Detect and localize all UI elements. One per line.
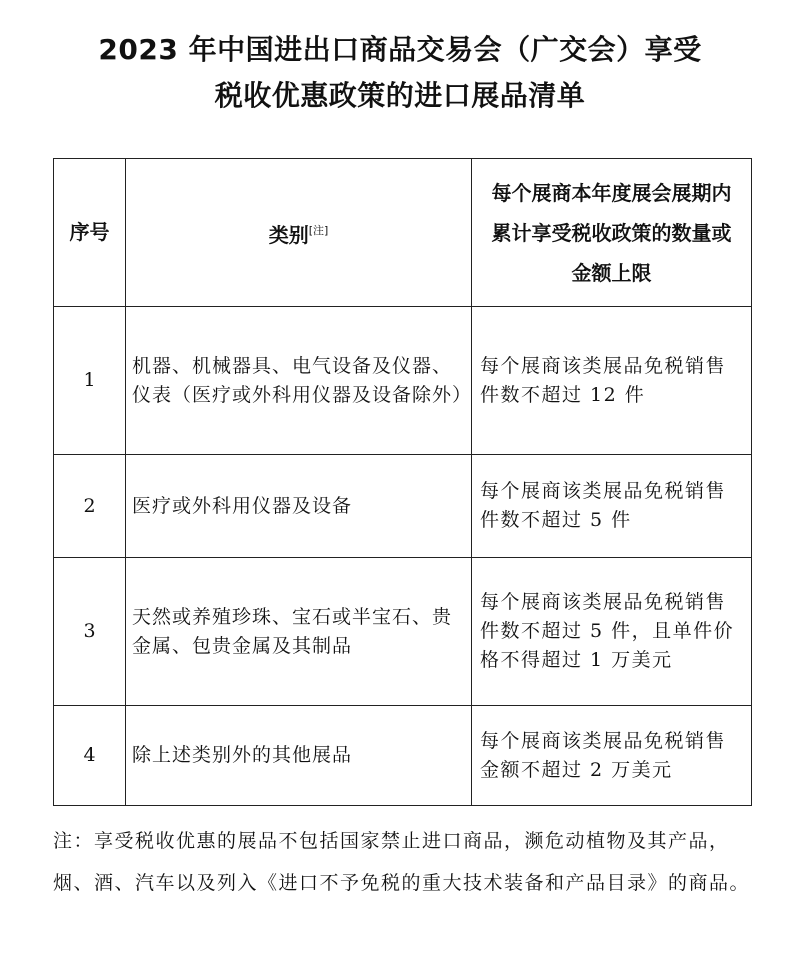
row-category: 除上述类别外的其他展品 bbox=[126, 706, 472, 806]
header-category bbox=[126, 159, 472, 307]
header-category-note-mark: [注] bbox=[308, 223, 329, 237]
page-title-line-1: 2023 年中国进出口商品交易会（广交会）享受 bbox=[98, 33, 702, 66]
table-row bbox=[54, 307, 752, 455]
row-serial-number: 3 bbox=[54, 558, 126, 706]
exhibit-list-table bbox=[53, 158, 752, 806]
table-row bbox=[54, 455, 752, 558]
page-title-line-2: 税收优惠政策的进口展品清单 bbox=[214, 79, 586, 112]
row-serial-number: 4 bbox=[54, 706, 126, 806]
row-limit: 每个展商该类展品免税销售金额不超过 2 万美元 bbox=[472, 706, 752, 806]
row-serial-number: 2 bbox=[54, 455, 126, 558]
table-header-row bbox=[54, 159, 752, 307]
row-limit: 每个展商该类展品免税销售件数不超过 5 件，且单件价格不得超过 1 万美元 bbox=[472, 558, 752, 706]
header-serial-number: 序号 bbox=[54, 159, 126, 307]
row-limit: 每个展商该类展品免税销售件数不超过 12 件 bbox=[472, 307, 752, 455]
row-serial-number: 1 bbox=[54, 307, 126, 455]
row-category: 天然或养殖珍珠、宝石或半宝石、贵金属、包贵金属及其制品 bbox=[126, 558, 472, 706]
row-limit: 每个展商该类展品免税销售件数不超过 5 件 bbox=[472, 455, 752, 558]
header-category-label: 类别 bbox=[268, 222, 309, 247]
table-row bbox=[54, 558, 752, 706]
header-limit: 每个展商本年度展会展期内累计享受税收政策的数量或金额上限 bbox=[472, 159, 752, 307]
footnote: 注：享受税收优惠的展品不包括国家禁止进口商品，濒危动植物及其产品，烟、酒、汽车以及列入《进口不予免税的重大技术装备和产品目录》的商品。 bbox=[53, 830, 751, 894]
row-category: 机器、机械器具、电气设备及仪器、仪表（医疗或外科用仪器及设备除外） bbox=[126, 307, 472, 455]
table-row bbox=[54, 706, 752, 806]
row-category: 医疗或外科用仪器及设备 bbox=[126, 455, 472, 558]
